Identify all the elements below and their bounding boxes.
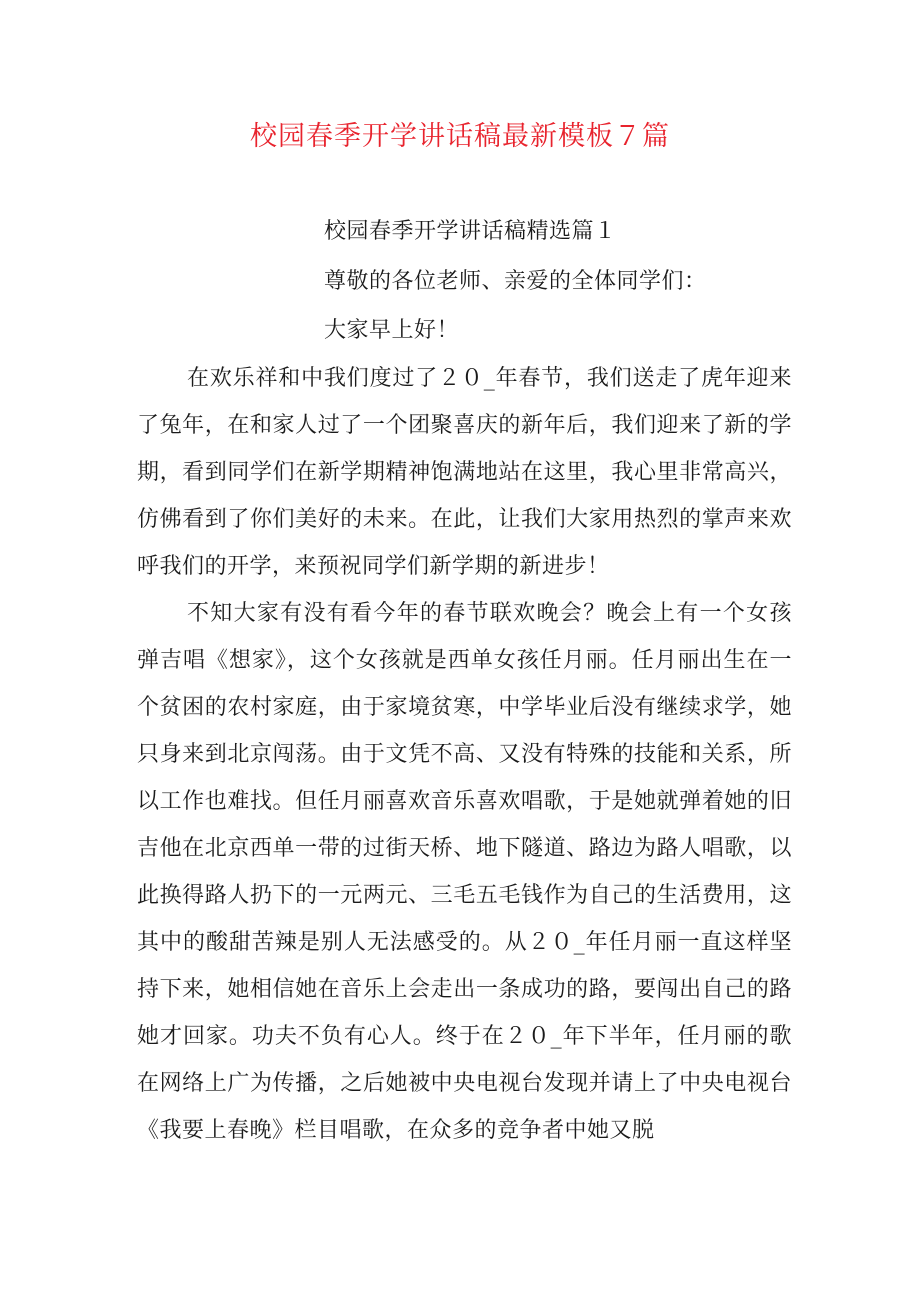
document-title: 校园春季开学讲话稿最新模板７篇 xyxy=(250,121,670,152)
paragraph: 不知大家有没有看今年的春节联欢晚会？晚会上有一个女孩弹吉唱《想家》，这个女孩就是西单女孩任月丽。任月丽出生在一个贫困的农村家庭，由于家境贫寒，中学毕业后没有继续求学，她只身来到北京闯荡。由于文凭不高、又没有特殊的技能和关系，所以工作也难找。但任月丽喜欢音乐喜欢唱歌，于是她就弹着她的旧吉他在北京西单一带的过街天桥、地下隧道、路边为路人唱歌，以此换得路人扔下的一元两元、三毛五毛钱作为自己的生活费用，这其中的酸甜苦辣是别人无法感受的。从２０_年任月丽一直这样坚持下来，她相信她在音乐上会走出一条成功的路，要闯出自己的路她才回家。功夫不负有心人。终于在２０_年下半年，任月丽的歌在网络上广为传播，之后她被中央电视台发现并请上了中央电视台《我要上春晚》栏目唱歌，在众多的竞争者中她又脱 xyxy=(137,601,792,1143)
section-heading: 校园春季开学讲话稿精选篇１ xyxy=(324,219,617,244)
paragraph: 在欢乐祥和中我们度过了２０_年春节，我们送走了虎年迎来了兔年，在和家人过了一个团聚喜庆的新年后，我们迎来了新的学期，看到同学们在新学期精神饱满地站在这里，我心里非常高兴，仿佛看到了你们美好的未来。在此，让我们大家用热烈的掌声来欢呼我们的开学，来预祝同学们新学期的新进步！ xyxy=(137,366,792,579)
greeting: 大家早上好！ xyxy=(324,318,460,343)
salutation: 尊敬的各位老师、亲爱的全体同学们： xyxy=(324,269,707,294)
paragraph-1-block xyxy=(137,355,792,590)
paragraph-2-block xyxy=(137,590,792,1154)
